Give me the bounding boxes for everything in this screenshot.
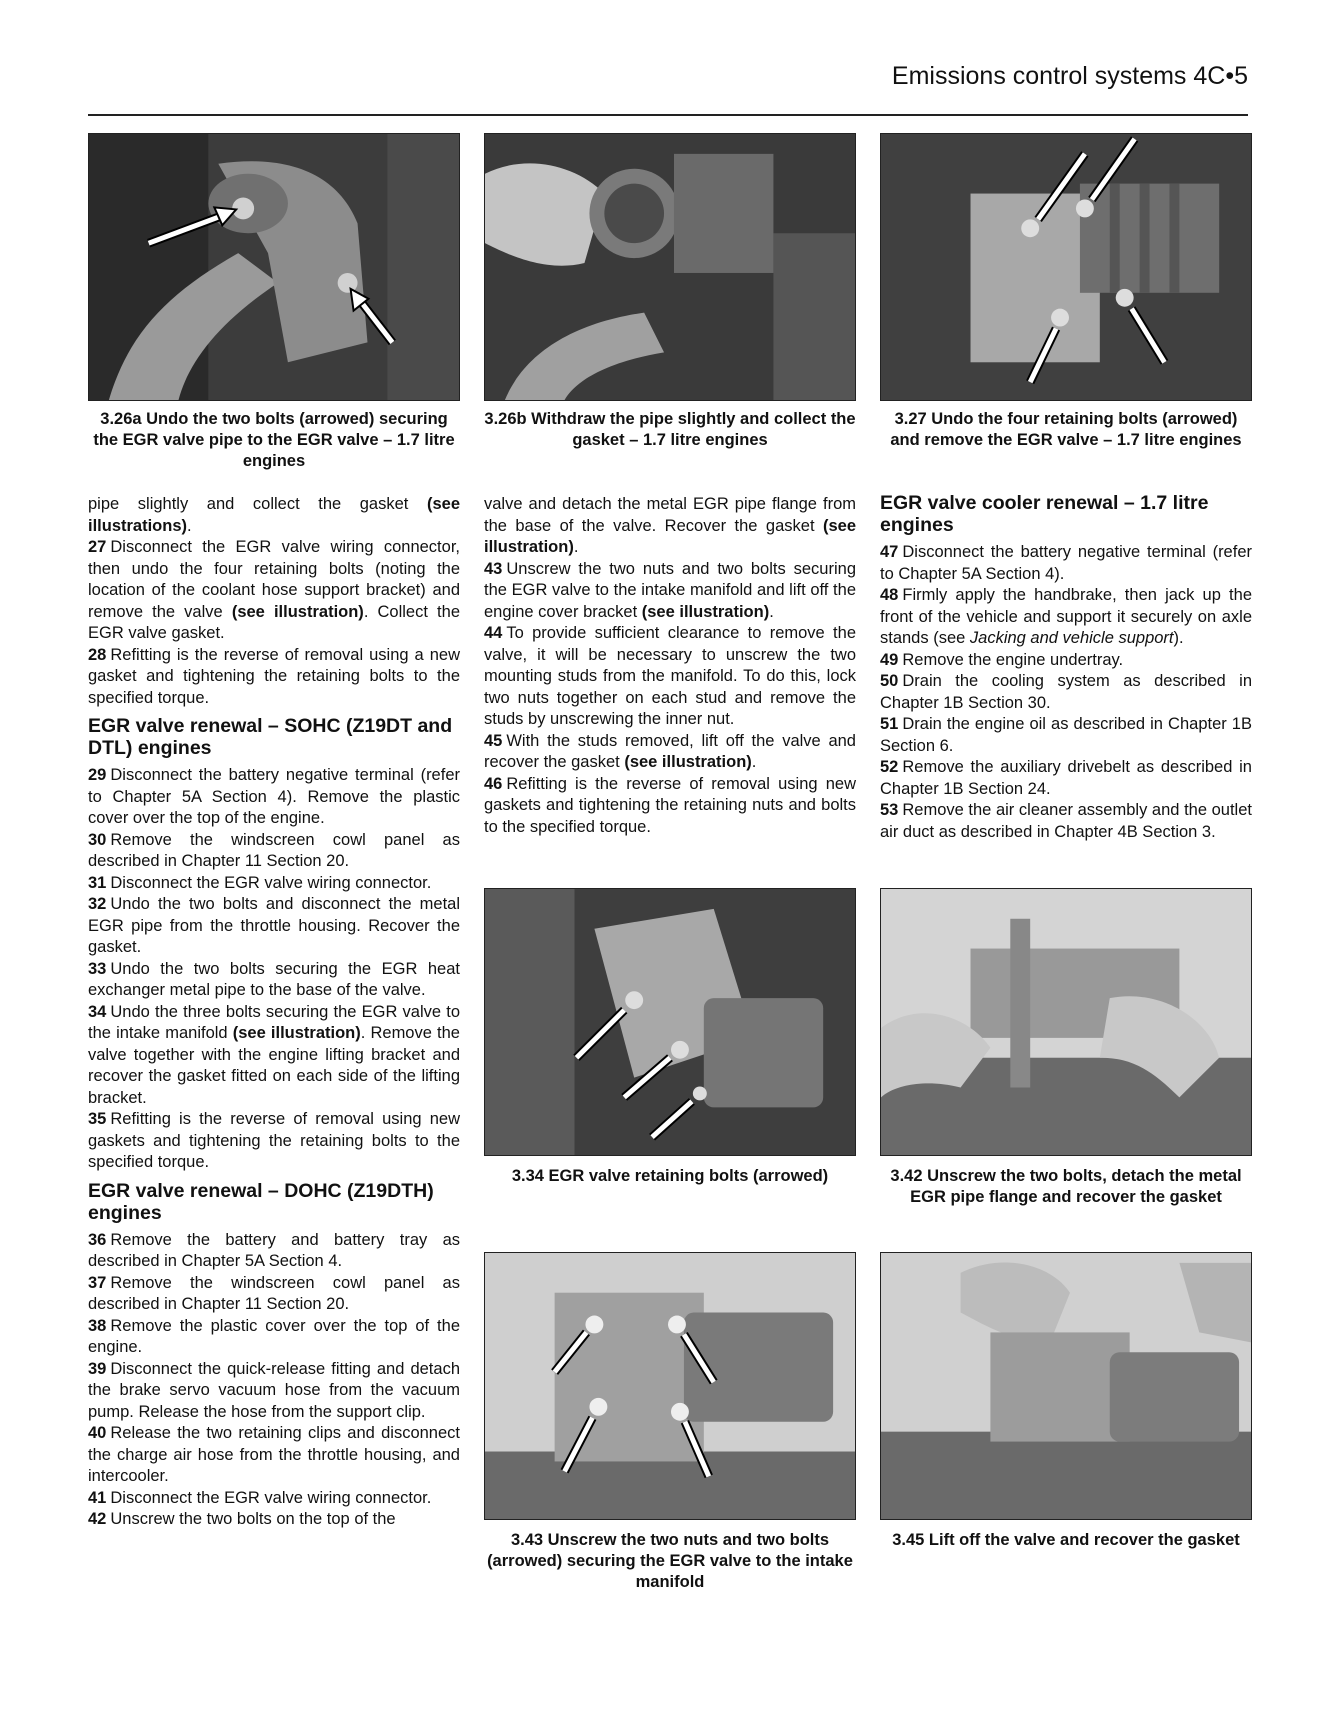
step-text: Remove the battery and battery tray as described in Chapter 5A Section 4. bbox=[88, 1230, 460, 1270]
step-37 bbox=[88, 1273, 460, 1316]
figure-caption: 3.26b Withdraw the pipe slightly and collect the gasket – 1.7 litre engines bbox=[484, 410, 856, 449]
figure-3-34 bbox=[484, 888, 856, 1218]
step-number: 42 bbox=[88, 1510, 107, 1528]
figure-caption: 3.43 Unscrew the two nuts and two bolts (arrowed) securing the EGR valve to the intake manifold bbox=[487, 1531, 853, 1591]
step-number: 29 bbox=[88, 766, 107, 784]
figure-caption: 3.26a Undo the two bolts (arrowed) securing the EGR valve pipe to the EGR valve – 1.7 litre engines bbox=[93, 410, 455, 470]
step-text: With the studs removed, lift off the valve and recover the gasket bbox=[484, 731, 856, 771]
step-31 bbox=[88, 873, 460, 895]
figure-3-26b bbox=[484, 133, 856, 473]
step-number: 31 bbox=[88, 873, 107, 892]
paragraph-text: pipe slightly and collect the gasket bbox=[88, 495, 427, 513]
step-number: 52 bbox=[880, 758, 899, 776]
step-text: Remove the air cleaner assembly and the outlet air duct as described in Chapter 4B Section 3. bbox=[880, 801, 1252, 841]
step-number: 49 bbox=[880, 650, 899, 669]
step-text: Drain the engine oil as described in Chapter 1B Section 6. bbox=[880, 715, 1252, 755]
step-text: . bbox=[769, 602, 774, 621]
paragraph-continued: valve and detach the metal EGR pipe flange from the base of the valve. Recover the gasket (see illustration). bbox=[484, 495, 856, 556]
step-text: Firmly apply the handbrake, then jack up the front of the vehicle and support it securely on axle stands (see bbox=[880, 586, 1252, 647]
illustration-ref: (see illustration) bbox=[484, 516, 856, 556]
illustration-ref: (see illustration) bbox=[624, 753, 752, 771]
illustration-ref: (see illustration) bbox=[231, 602, 364, 621]
step-28 bbox=[88, 645, 460, 710]
figure-3-45 bbox=[880, 1252, 1252, 1592]
step-number: 53 bbox=[880, 801, 899, 819]
section-heading-sohc: EGR valve renewal – SOHC (Z19DT and DTL) engines bbox=[88, 715, 453, 759]
step-number: 34 bbox=[88, 1002, 107, 1021]
text-column-3 bbox=[880, 490, 1252, 843]
text-column-2 bbox=[484, 494, 856, 838]
section-heading-dohc: EGR valve renewal – DOHC (Z19DTH) engines bbox=[88, 1179, 434, 1224]
step-number: 35 bbox=[88, 1110, 107, 1128]
illustration-ref: (see illustration) bbox=[641, 602, 770, 621]
step-53 bbox=[880, 800, 1252, 843]
photo-nuts-and-bolts-manifold bbox=[484, 1252, 856, 1520]
step-text: Disconnect the EGR valve wiring connector, then undo the four retaining bolts (noting the location of the coolant hose support bracket) and remove the valve bbox=[88, 538, 460, 621]
step-text: Disconnect the battery negative terminal (refer to Chapter 5A Section 4). Remove the plastic cover over the top of the engine. bbox=[88, 766, 460, 827]
step-text: Refitting is the reverse of removal using new gaskets and tightening the retaining nuts and bolts to the specified torque. bbox=[484, 774, 856, 836]
step-text: Disconnect the EGR valve wiring connector. bbox=[110, 873, 432, 892]
step-51 bbox=[880, 714, 1252, 757]
step-32 bbox=[88, 894, 460, 959]
step-number: 36 bbox=[88, 1230, 107, 1249]
step-number: 51 bbox=[880, 715, 899, 733]
step-number: 47 bbox=[880, 543, 899, 561]
text-column-1 bbox=[88, 494, 460, 1531]
step-number: 28 bbox=[88, 645, 107, 664]
step-text: Drain the cooling system as described in Chapter 1B Section 30. bbox=[880, 672, 1252, 712]
step-number: 45 bbox=[484, 731, 503, 750]
step-text: . Collect the EGR valve gasket. bbox=[88, 602, 460, 642]
step-number: 37 bbox=[88, 1273, 107, 1292]
step-number: 40 bbox=[88, 1424, 107, 1442]
figure-3-42 bbox=[880, 888, 1252, 1228]
step-text: . bbox=[751, 753, 757, 771]
step-text: Disconnect the quick-release fitting and detach the brake servo vacuum hose from the vacuum pump. Release the hose from the support clip. bbox=[88, 1359, 460, 1421]
step-text: Unscrew the two bolts on the top of the bbox=[110, 1510, 396, 1528]
step-50 bbox=[880, 671, 1252, 714]
step-number: 30 bbox=[88, 830, 107, 849]
step-text: Disconnect the battery negative terminal (refer to Chapter 5A Section 4). bbox=[880, 543, 1252, 583]
step-number: 48 bbox=[880, 586, 899, 604]
step-text: Refitting is the reverse of removal using new gaskets and tightening the retaining bolts to the specified torque. bbox=[88, 1110, 460, 1171]
photo-lift-off-valve bbox=[880, 1252, 1252, 1520]
step-text: To provide sufficient clearance to remove the valve, it will be necessary to unscrew the two mounting studs from the manifold. To do this, lock two nuts together on each stud and remove the studs by unscrewing the inner nut. bbox=[484, 624, 856, 728]
figure-caption: 3.42 Unscrew the two bolts, detach the metal EGR pipe flange and recover the gasket bbox=[890, 1167, 1242, 1206]
page-header bbox=[88, 58, 1248, 116]
illustration-ref: (see illustrations) bbox=[88, 495, 460, 535]
step-text: Undo the three bolts securing the EGR valve to the intake manifold bbox=[88, 1002, 460, 1042]
step-number: 50 bbox=[880, 672, 899, 690]
step-number: 27 bbox=[88, 538, 107, 556]
step-44 bbox=[484, 623, 856, 731]
step-number: 46 bbox=[484, 774, 503, 793]
step-48 bbox=[880, 585, 1252, 650]
step-35 bbox=[88, 1109, 460, 1174]
step-number: 44 bbox=[484, 624, 503, 642]
step-text: Undo the two bolts and disconnect the metal EGR pipe from the throttle housing. Recover the gasket. bbox=[88, 895, 460, 956]
step-number: 32 bbox=[88, 895, 107, 913]
photo-unscrew-two-bolts bbox=[880, 888, 1252, 1156]
step-30 bbox=[88, 830, 460, 873]
page-title: Emissions control systems 4C•5 bbox=[891, 62, 1248, 90]
step-text: ). bbox=[1173, 629, 1184, 647]
step-29 bbox=[88, 765, 460, 830]
step-46 bbox=[484, 774, 856, 839]
step-43 bbox=[484, 559, 856, 624]
step-text: Unscrew the two nuts and two bolts securing the EGR valve to the intake manifold and lift off the engine cover bracket bbox=[484, 559, 856, 621]
step-number: 33 bbox=[88, 959, 107, 978]
step-42 bbox=[88, 1509, 460, 1531]
figure-3-27 bbox=[880, 133, 1252, 473]
figure-caption: 3.45 Lift off the valve and recover the gasket bbox=[892, 1531, 1240, 1549]
photo-egr-valve-retaining-bolts bbox=[484, 888, 856, 1156]
step-36 bbox=[88, 1230, 460, 1273]
step-27 bbox=[88, 537, 460, 645]
step-33 bbox=[88, 959, 460, 1002]
step-text: Disconnect the EGR valve wiring connector. bbox=[110, 1488, 432, 1507]
step-text: Refitting is the reverse of removal using a new gasket and tightening the retaining bolts to the specified torque. bbox=[88, 645, 460, 707]
step-47 bbox=[880, 542, 1252, 585]
figure-caption: 3.27 Undo the four retaining bolts (arrowed) and remove the EGR valve – 1.7 litre engines bbox=[890, 410, 1242, 449]
step-text: Remove the auxiliary drivebelt as described in Chapter 1B Section 24. bbox=[880, 758, 1252, 798]
step-number: 39 bbox=[88, 1359, 107, 1378]
step-38 bbox=[88, 1316, 460, 1359]
figure-3-43 bbox=[484, 1252, 856, 1592]
italic-ref: Jacking and vehicle support bbox=[969, 629, 1174, 647]
step-number: 43 bbox=[484, 559, 503, 578]
step-text: Remove the windscreen cowl panel as described in Chapter 11 Section 20. bbox=[88, 830, 460, 870]
step-39 bbox=[88, 1359, 460, 1424]
step-40 bbox=[88, 1423, 460, 1488]
figure-3-26a bbox=[88, 133, 460, 473]
figure-caption: 3.34 EGR valve retaining bolts (arrowed) bbox=[511, 1167, 829, 1185]
step-34 bbox=[88, 1002, 460, 1110]
photo-withdraw-pipe bbox=[484, 133, 856, 401]
section-heading-cooler: EGR valve cooler renewal – 1.7 litre engines bbox=[880, 492, 1209, 536]
step-45 bbox=[484, 731, 856, 774]
step-text: Remove the windscreen cowl panel as described in Chapter 11 Section 20. bbox=[88, 1273, 460, 1313]
photo-egr-pipe-bolts bbox=[88, 133, 460, 401]
step-text: Release the two retaining clips and disconnect the charge air hose from the throttle housing, and intercooler. bbox=[88, 1424, 460, 1485]
step-text: Remove the plastic cover over the top of the engine. bbox=[88, 1316, 460, 1356]
step-49 bbox=[880, 650, 1252, 672]
step-41 bbox=[88, 1488, 460, 1510]
paragraph-text: valve and detach the metal EGR pipe flange from the base of the valve. Recover the gasket bbox=[484, 495, 856, 535]
illustration-ref: (see illustration) bbox=[232, 1024, 361, 1042]
step-52 bbox=[880, 757, 1252, 800]
step-text: Remove the engine undertray. bbox=[902, 650, 1124, 669]
step-number: 41 bbox=[88, 1488, 107, 1507]
step-text: Undo the two bolts securing the EGR heat exchanger metal pipe to the base of the valve. bbox=[88, 959, 460, 999]
step-number: 38 bbox=[88, 1316, 107, 1335]
paragraph-continued: pipe slightly and collect the gasket (see illustrations). bbox=[88, 495, 460, 535]
step-text: . Remove the valve together with the engine lifting bracket and recover the gasket fitted on each side of the lifting bracket. bbox=[88, 1024, 460, 1107]
photo-egr-valve-four-bolts bbox=[880, 133, 1252, 401]
